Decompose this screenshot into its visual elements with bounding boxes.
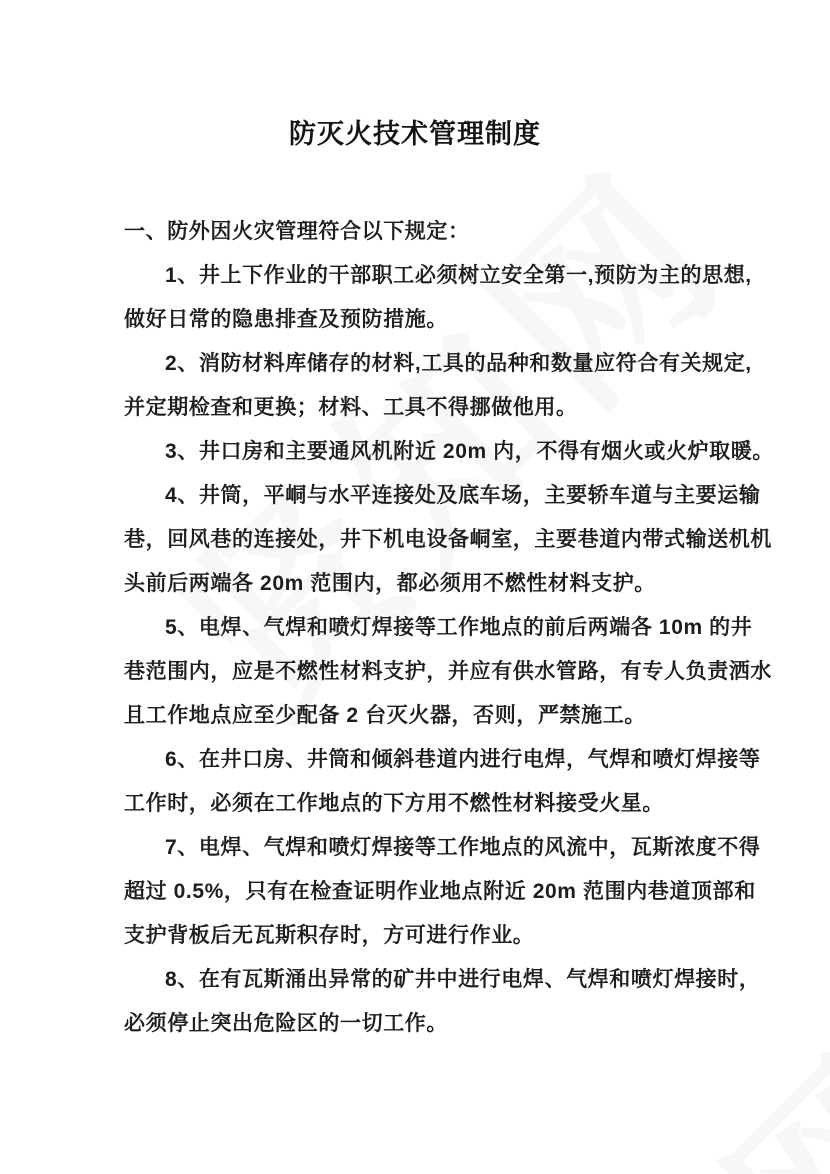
text-line: 支护背板后无瓦斯积存时，方可进行作业。 <box>124 924 535 947</box>
text-line: 且工作地点应至少配备 2 台灭火器，否则，严禁施工。 <box>124 704 646 727</box>
text-line: 1、井上下作业的干部职工必须树立安全第一,预防为主的思想, <box>165 264 752 287</box>
text-line: 超过 0.5%，只有在检查证明作业地点附近 20m 范围内巷道顶部和 <box>124 880 756 903</box>
text-line: 6、在井口房、井筒和倾斜巷道内进行电焊，气焊和喷灯焊接等 <box>165 748 761 771</box>
text-line: 5、电焊、气焊和喷灯焊接等工作地点的前后两端各 10m 的井 <box>165 616 753 639</box>
text-line: 做好日常的隐患排查及预防措施。 <box>124 308 448 331</box>
text-line: 工作时，必须在工作地点的下方用不燃性材料接受火星。 <box>124 792 664 815</box>
document-body <box>124 210 774 1046</box>
text-line: 7、电焊、气焊和喷灯焊接等工作地点的风流中，瓦斯浓度不得 <box>165 836 761 859</box>
text-line: 头前后两端各 20m 范围内，都必须用不燃性材料支护。 <box>124 572 656 595</box>
text-line: 2、消防材料库储存的材料,工具的品种和数量应符合有关规定, <box>165 352 752 375</box>
text-line: 必须停止突出危险区的一切工作。 <box>124 1012 448 1035</box>
text-line: 巷，回风巷的连接处，井下机电设备峒室，主要巷道内带式输送机机 <box>124 528 772 551</box>
text-line: 并定期检查和更换；材料、工具不得挪做他用。 <box>124 396 578 419</box>
text-line: 巷范围内，应是不燃性材料支护，并应有供水管路，有专人负责洒水 <box>124 660 772 683</box>
page-title: 防灭火技术管理制度 <box>289 119 541 149</box>
text-line: 3、井口房和主要通风机附近 20m 内，不得有烟火或火炉取暖。 <box>165 440 774 463</box>
text-line: 4、井筒，平峒与水平连接处及底车场，主要轿车道与主要运输 <box>165 484 761 507</box>
text-line: 8、在有瓦斯涌出异常的矿井中进行电焊、气焊和喷灯焊接时， <box>165 968 761 991</box>
text-line: 一、防外因火灾管理符合以下规定： <box>124 220 470 243</box>
